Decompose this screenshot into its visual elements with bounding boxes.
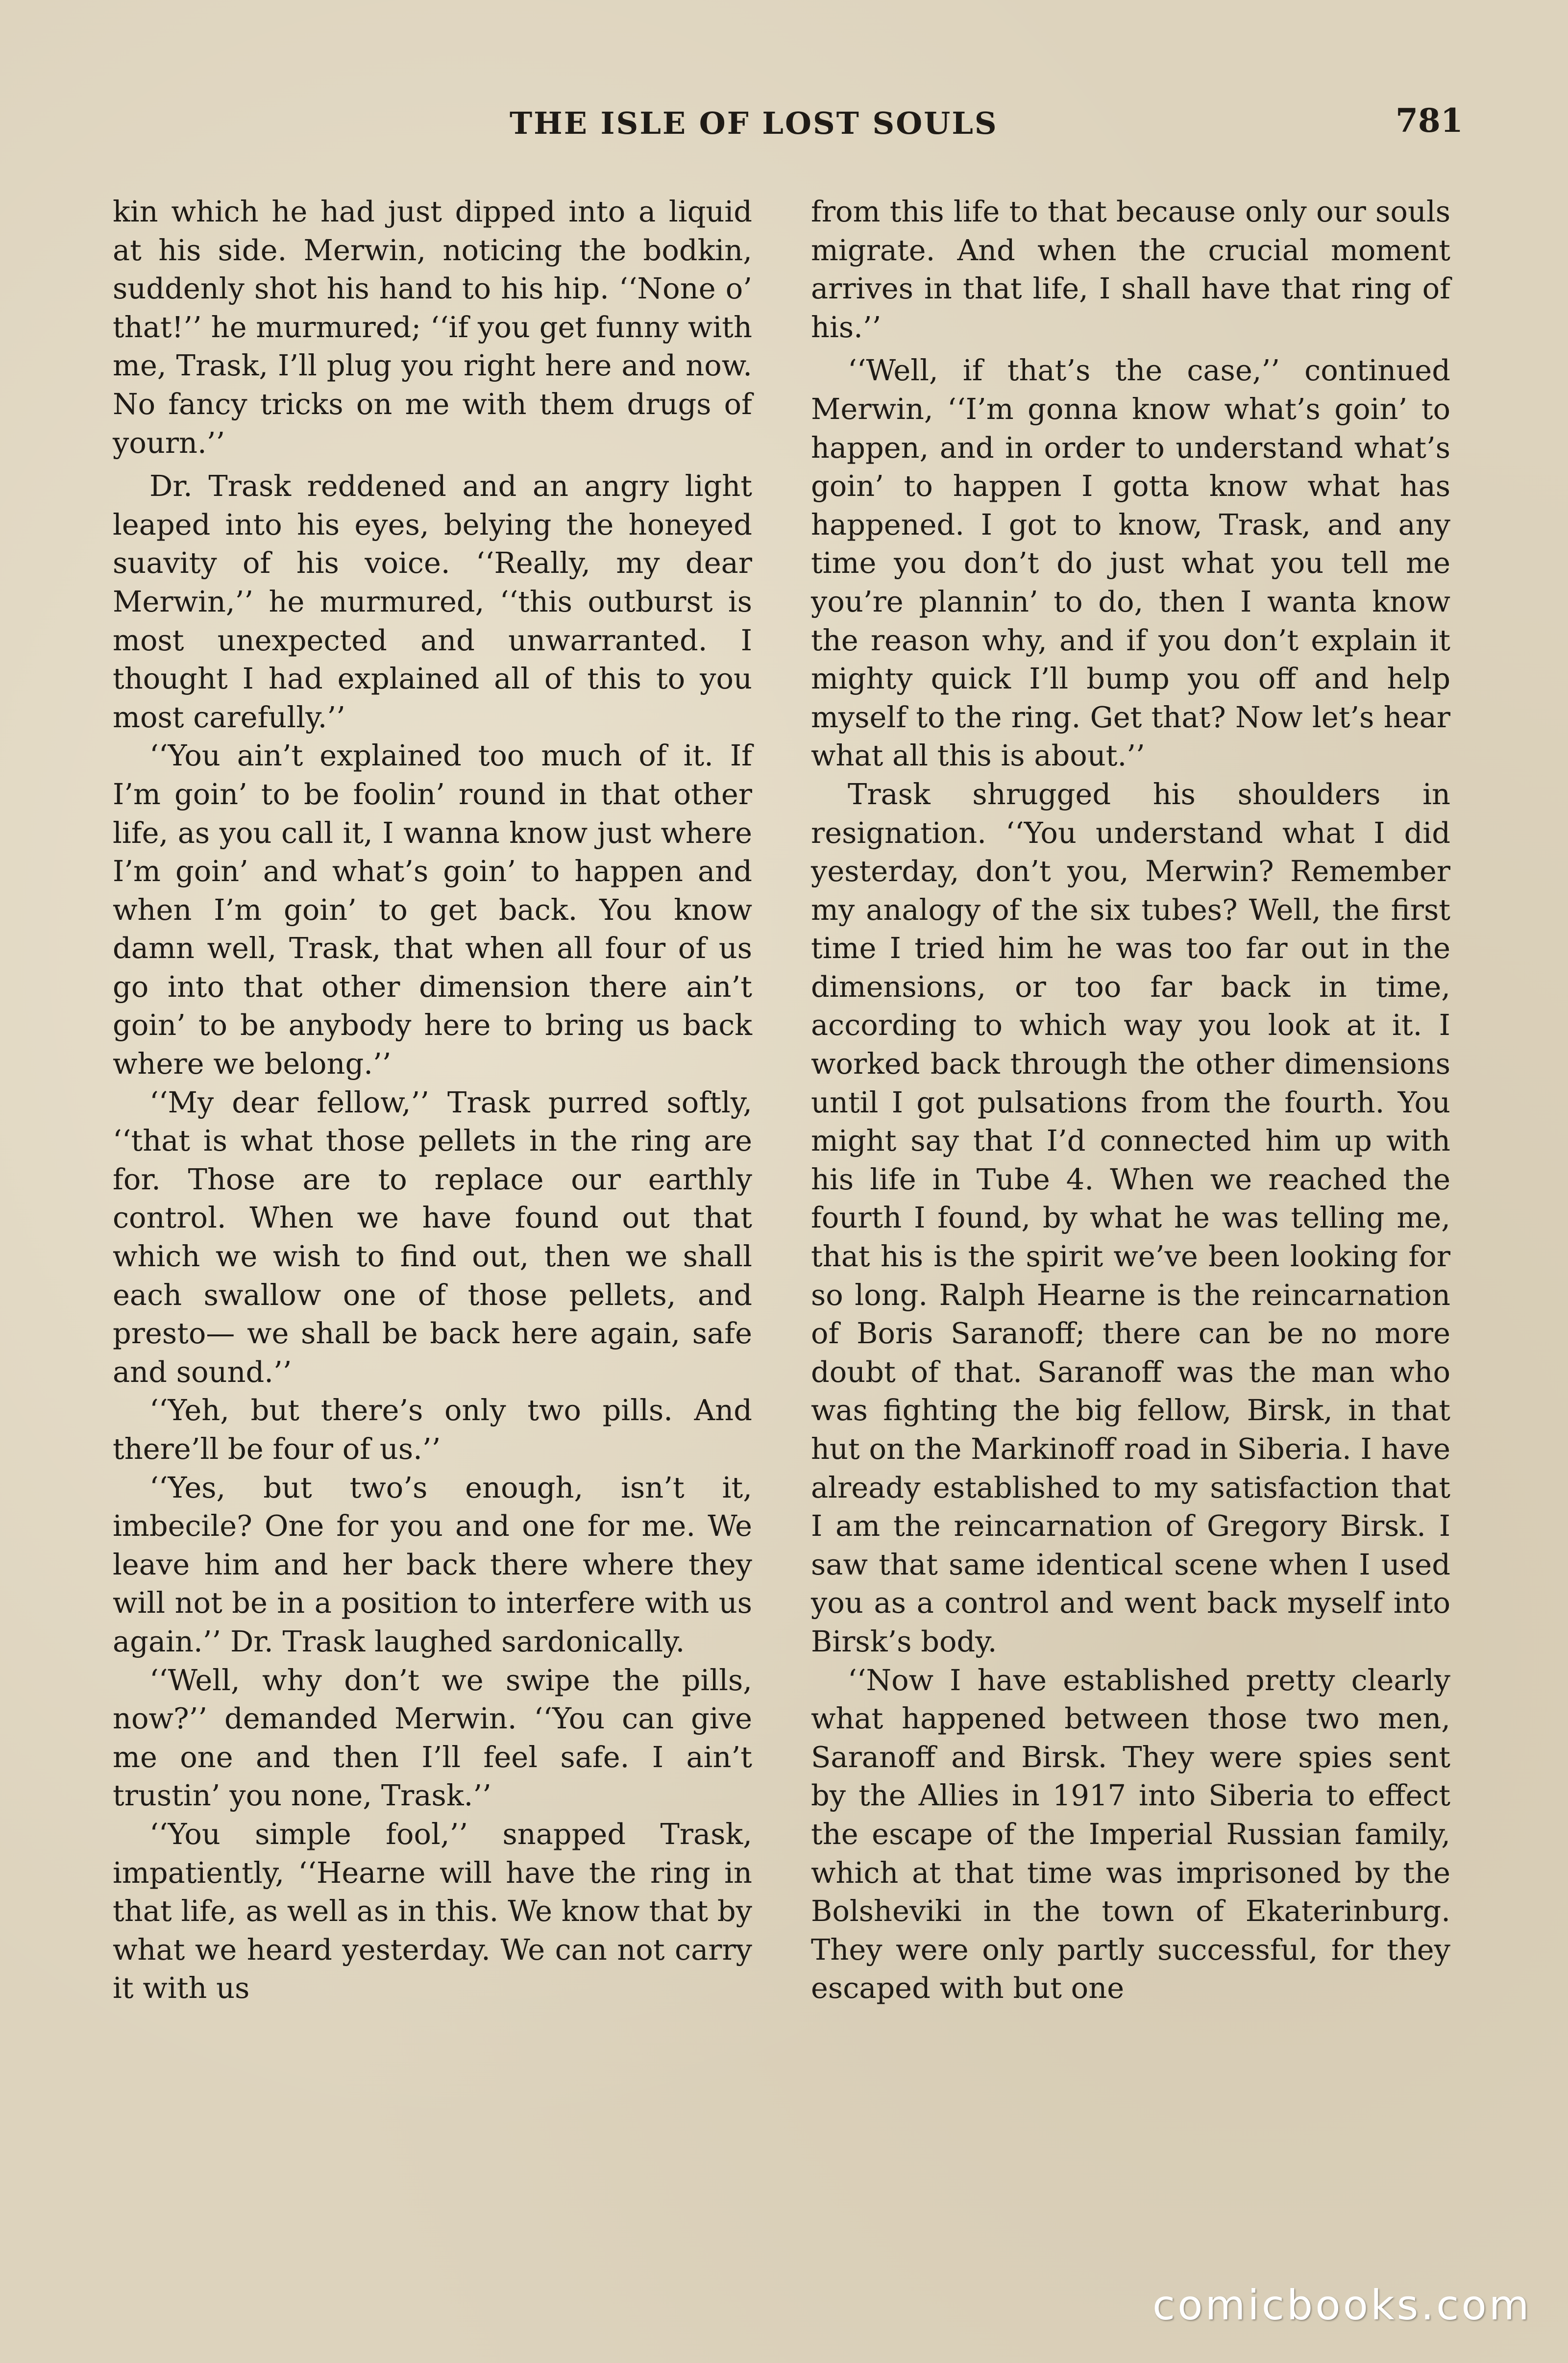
paragraph: Trask shrugged his shoulders in resignation. ‘‘You understand what I did yesterday, don’t you, Merwin? Remember my analogy of the six tubes? Well, the first time I tried him he was too far out in the dimensions, or too far back in time, according to which way you look at it. I worked back through the other dimensions until I got pulsations from the fourth. You might say that I’d connected him up with his life in Tube 4. When we reached the fourth I found, by what he was telling me, that his is the spirit we’ve been looking for so long. Ralph Hearne is the reincarnation of Boris Saranoff; there can be no more doubt of that. Saranoff was the man who was fighting the big fellow, Birsk, in that hut on the Markinoff road in Siberia. I have already established to my satisfaction that I am the reincarnation of Gregory Birsk. I saw that same identical scene when I used you as a control and went back myself into Birsk’s body. [811,777,1450,1658]
paragraph: ‘‘Yes, but two’s enough, isn’t it, imbecile? One for you and one for me. We leave him and her back there where they will not be in a position to interfere with us again.’’ Dr. Trask laughed sardonically. [113,1470,752,1658]
running-title: THE ISLE OF LOST SOULS [510,105,998,141]
paragraph: Dr. Trask reddened and an angry light leaped into his eyes, belying the honeyed suavity of his voice. ‘‘Really, my dear Merwin,’’ he murmured, ‘‘this outburst is most unexpected and unwarranted. I thought I had explained all of this to you most carefully.’’ [113,469,752,734]
paragraph: ‘‘Well, if that’s the case,’’ continued Merwin, ‘‘I’m gonna know what’s goin’ to happen, and in order to understand what’s goin’ to happen I gotta know what has happened. I got to know, Trask, and any time you don’t do just what you tell me you’re plannin’ to do, then I wanta know the reason why, and if you don’t explain it mighty quick I’ll bump you off and help myself to the ring. Get that? Now let’s hear what all this is about.’’ [811,353,1450,773]
paragraph: ‘‘Well, why don’t we swipe the pills, now?’’ demanded Merwin. ‘‘You can give me one and then I’ll feel safe. I ain’t trustin’ you none, Trask.’’ [113,1663,752,1813]
watermark: comicbooks.com [1152,2281,1532,2329]
paragraph: kin which he had just dipped into a liquid at his side. Merwin, noticing the bodkin, suddenly shot his hand to his hip. ‘‘None o’ that!’’ he murmured; ‘‘if you get funny with me, Trask, I’ll plug you right here and now. No fancy tricks on me with them drugs of yourn.’’ [113,195,752,460]
paragraph: ‘‘You simple fool,’’ snapped Trask, impatiently, ‘‘Hearne will have the ring in that life, as well as in this. We know that by what we heard yesterday. We can not carry it with us [113,1817,752,2005]
text-column-right [811,193,1450,2008]
paragraph: ‘‘My dear fellow,’’ Trask purred softly, ‘‘that is what those pellets in the ring are for. Those are to replace our earthly control. When we have found out that which we wish to find out, then we shall each swallow one of those pellets, and presto— we shall be back here again, safe and sound.’’ [113,1085,752,1389]
paragraph: ‘‘Now I have established pretty clearly what happened between those two men, Saranoff and Birsk. They were spies sent by the Allies in 1917 into Siberia to effect the escape of the Imperial Russian family, which at that time was imprisoned by the Bolsheviki in the town of Ekaterinburg. They were only partly successful, for they escaped with but one [811,1663,1450,2005]
text-column-left [113,193,752,2008]
paragraph: ‘‘You ain’t explained too much of it. If I’m goin’ to be foolin’ round in that other life, as you call it, I wanna know just where I’m goin’ and what’s goin’ to happen and when I’m goin’ to get back. You know damn well, Trask, that when all four of us go into that other dimension there ain’t goin’ to be anybody here to bring us back where we belong.’’ [113,738,752,1081]
page-number: 781 [1396,101,1463,140]
paragraph: from this life to that because only our souls migrate. And when the crucial moment arrives in that life, I shall have that ring of his.’’ [811,195,1450,344]
paragraph: ‘‘Yeh, but there’s only two pills. And there’ll be four of us.’’ [113,1393,752,1466]
